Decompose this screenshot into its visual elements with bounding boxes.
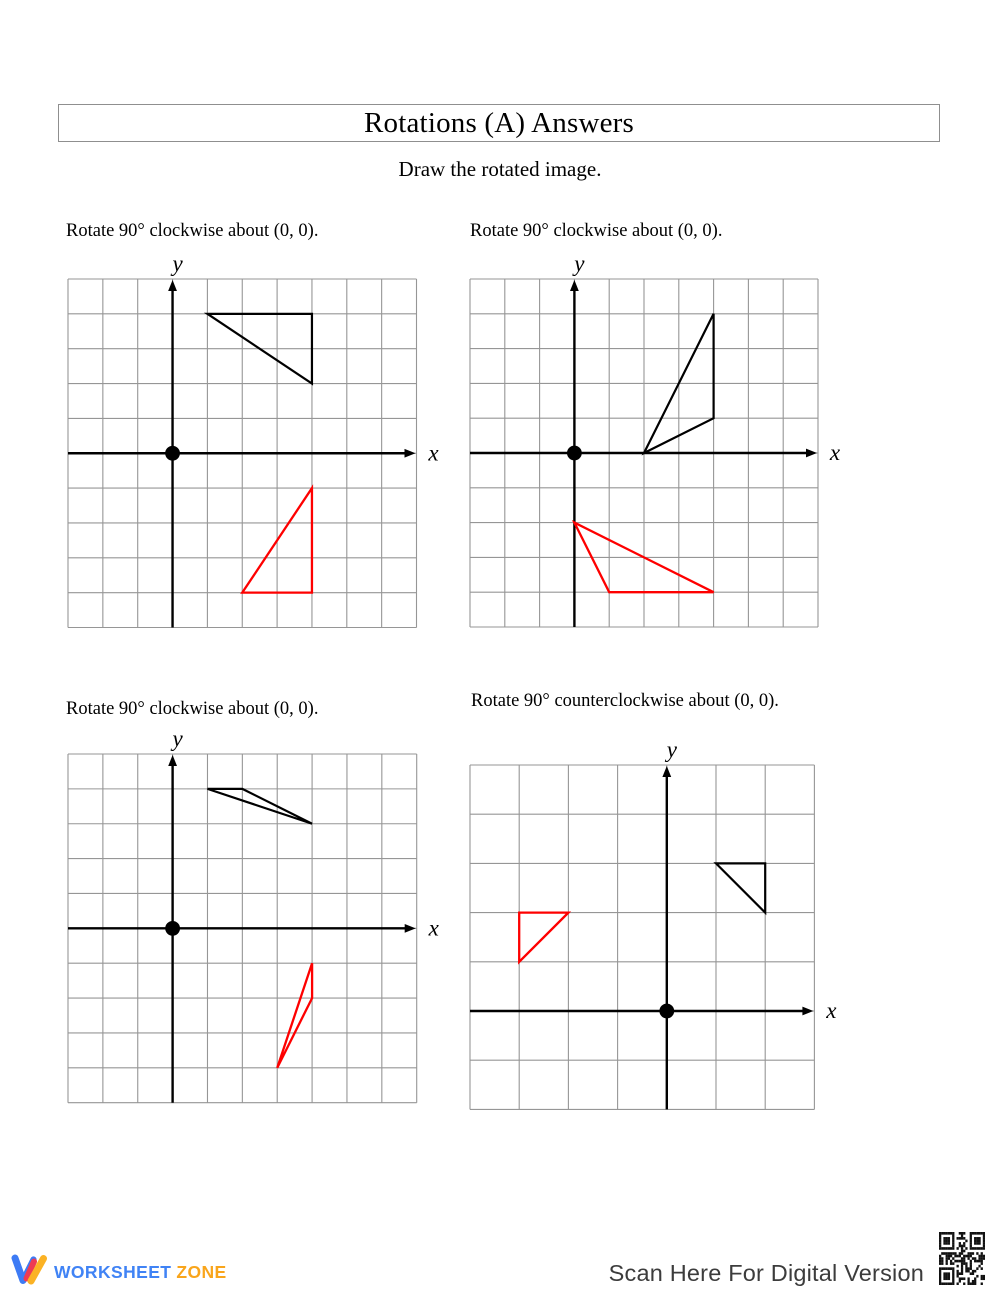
problem-3-grid [62,720,461,1113]
y-axis-label: y [172,251,183,276]
y-axis-label: y [172,726,183,751]
qr-code [936,1229,988,1288]
x-axis-label: x [428,440,439,466]
x-axis-label: x [829,440,841,465]
logo-word-worksheet: WORKSHEET [54,1262,172,1282]
page-title: Rotations (A) Answers [363,106,634,139]
logo-wordmark [54,1262,227,1283]
origin-point [165,921,180,936]
grid-lines [470,765,814,1109]
problem-2-instruction: Rotate 90° clockwise about (0, 0). [470,221,723,241]
subtitle: Draw the rotated image. [398,157,602,181]
preimage-shape [207,789,312,824]
origin-point [567,446,582,461]
problem-4-instruction: Rotate 90° counterclockwise about (0, 0). [471,691,779,711]
problem-1-grid [62,245,461,638]
problem-1-instruction: Rotate 90° clockwise about (0, 0). [66,221,319,241]
y-axis-arrow [168,280,177,291]
image-shape [519,913,568,962]
x-axis-label: x [826,998,837,1023]
worksheetzone-logo-icon [6,1251,48,1289]
problem-2-grid [464,245,862,637]
qr-code-pattern [939,1232,985,1285]
y-axis-arrow [168,755,177,766]
x-axis-arrow [405,924,416,933]
x-axis-arrow [802,1007,813,1016]
origin-point [165,446,180,461]
image-shape [277,963,312,1068]
y-axis-arrow [662,766,671,777]
x-axis-arrow [806,449,817,458]
origin-point [659,1004,674,1019]
x-axis-arrow [405,449,416,458]
problem-4-grid [464,731,858,1119]
y-axis-label: y [574,251,585,276]
x-axis-label: x [428,915,439,941]
scan-text: Scan Here For Digital Version [608,1260,924,1286]
y-axis-arrow [570,280,579,291]
logo-word-zone: ZONE [176,1262,227,1282]
problem-3-instruction: Rotate 90° clockwise about (0, 0). [66,699,319,719]
y-axis-label: y [666,737,677,762]
preimage-shape [716,863,765,912]
title-box [58,104,940,142]
